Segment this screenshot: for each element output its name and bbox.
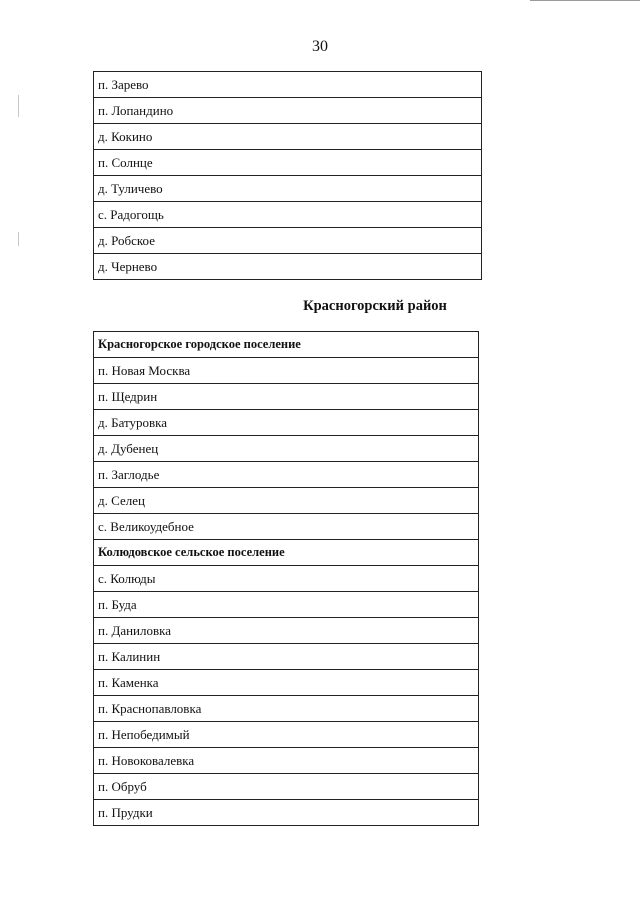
table-row: [94, 228, 482, 254]
settlement-cell: п. Щедрин: [94, 384, 479, 410]
settlement-cell: п. Буда: [94, 592, 479, 618]
settlement-cell: п. Каменка: [94, 670, 479, 696]
settlement-cell: п. Зарево: [94, 72, 482, 98]
settlement-cell: п. Новоковалевка: [94, 748, 479, 774]
margin-mark: [18, 232, 19, 246]
table-row: [94, 566, 479, 592]
table-row: [94, 202, 482, 228]
settlement-cell: п. Непобедимый: [94, 722, 479, 748]
settlement-cell: с. Колюды: [94, 566, 479, 592]
table-row: [94, 436, 479, 462]
table-row: [94, 488, 479, 514]
settlement-cell: п. Даниловка: [94, 618, 479, 644]
settlement-cell: д. Туличево: [94, 176, 482, 202]
settlement-section-header: Красногорское городское поселение: [94, 332, 479, 358]
settlement-section-header: Колюдовское сельское поселение: [94, 540, 479, 566]
table-row: [94, 98, 482, 124]
table-row: [94, 150, 482, 176]
settlement-cell: п. Лопандино: [94, 98, 482, 124]
table-row: [94, 800, 479, 826]
table-row: [94, 540, 479, 566]
table-row: [94, 462, 479, 488]
table-row: [94, 592, 479, 618]
settlement-cell: п. Обруб: [94, 774, 479, 800]
settlement-cell: д. Кокино: [94, 124, 482, 150]
settlement-cell: п. Калинин: [94, 644, 479, 670]
table-row: [94, 670, 479, 696]
table-row: [94, 618, 479, 644]
settlement-cell: п. Заглодье: [94, 462, 479, 488]
settlement-cell: д. Селец: [94, 488, 479, 514]
settlement-cell: п. Прудки: [94, 800, 479, 826]
table-row: [94, 332, 479, 358]
settlement-cell: д. Робское: [94, 228, 482, 254]
settlement-cell: п. Солнце: [94, 150, 482, 176]
district-settlements-table: [93, 331, 479, 826]
settlement-cell: д. Чернево: [94, 254, 482, 280]
table-row: [94, 644, 479, 670]
settlements-table-continued: [93, 71, 482, 280]
scan-edge-line: [530, 0, 640, 1]
table-row: [94, 514, 479, 540]
table-row: [94, 72, 482, 98]
settlement-cell: д. Дубенец: [94, 436, 479, 462]
table-row: [94, 384, 479, 410]
table-row: [94, 748, 479, 774]
table-row: [94, 410, 479, 436]
table-row: [94, 176, 482, 202]
district-heading: Красногорский район: [303, 298, 447, 314]
settlement-cell: п. Новая Москва: [94, 358, 479, 384]
table-row: [94, 254, 482, 280]
margin-mark: [18, 95, 19, 117]
settlement-cell: п. Краснопавловка: [94, 696, 479, 722]
table-row: [94, 774, 479, 800]
settlement-cell: с. Великоудебное: [94, 514, 479, 540]
settlement-cell: с. Радогощь: [94, 202, 482, 228]
table-row: [94, 722, 479, 748]
table-row: [94, 696, 479, 722]
settlement-cell: д. Батуровка: [94, 410, 479, 436]
page-number: 30: [312, 38, 328, 55]
table-row: [94, 358, 479, 384]
table-row: [94, 124, 482, 150]
